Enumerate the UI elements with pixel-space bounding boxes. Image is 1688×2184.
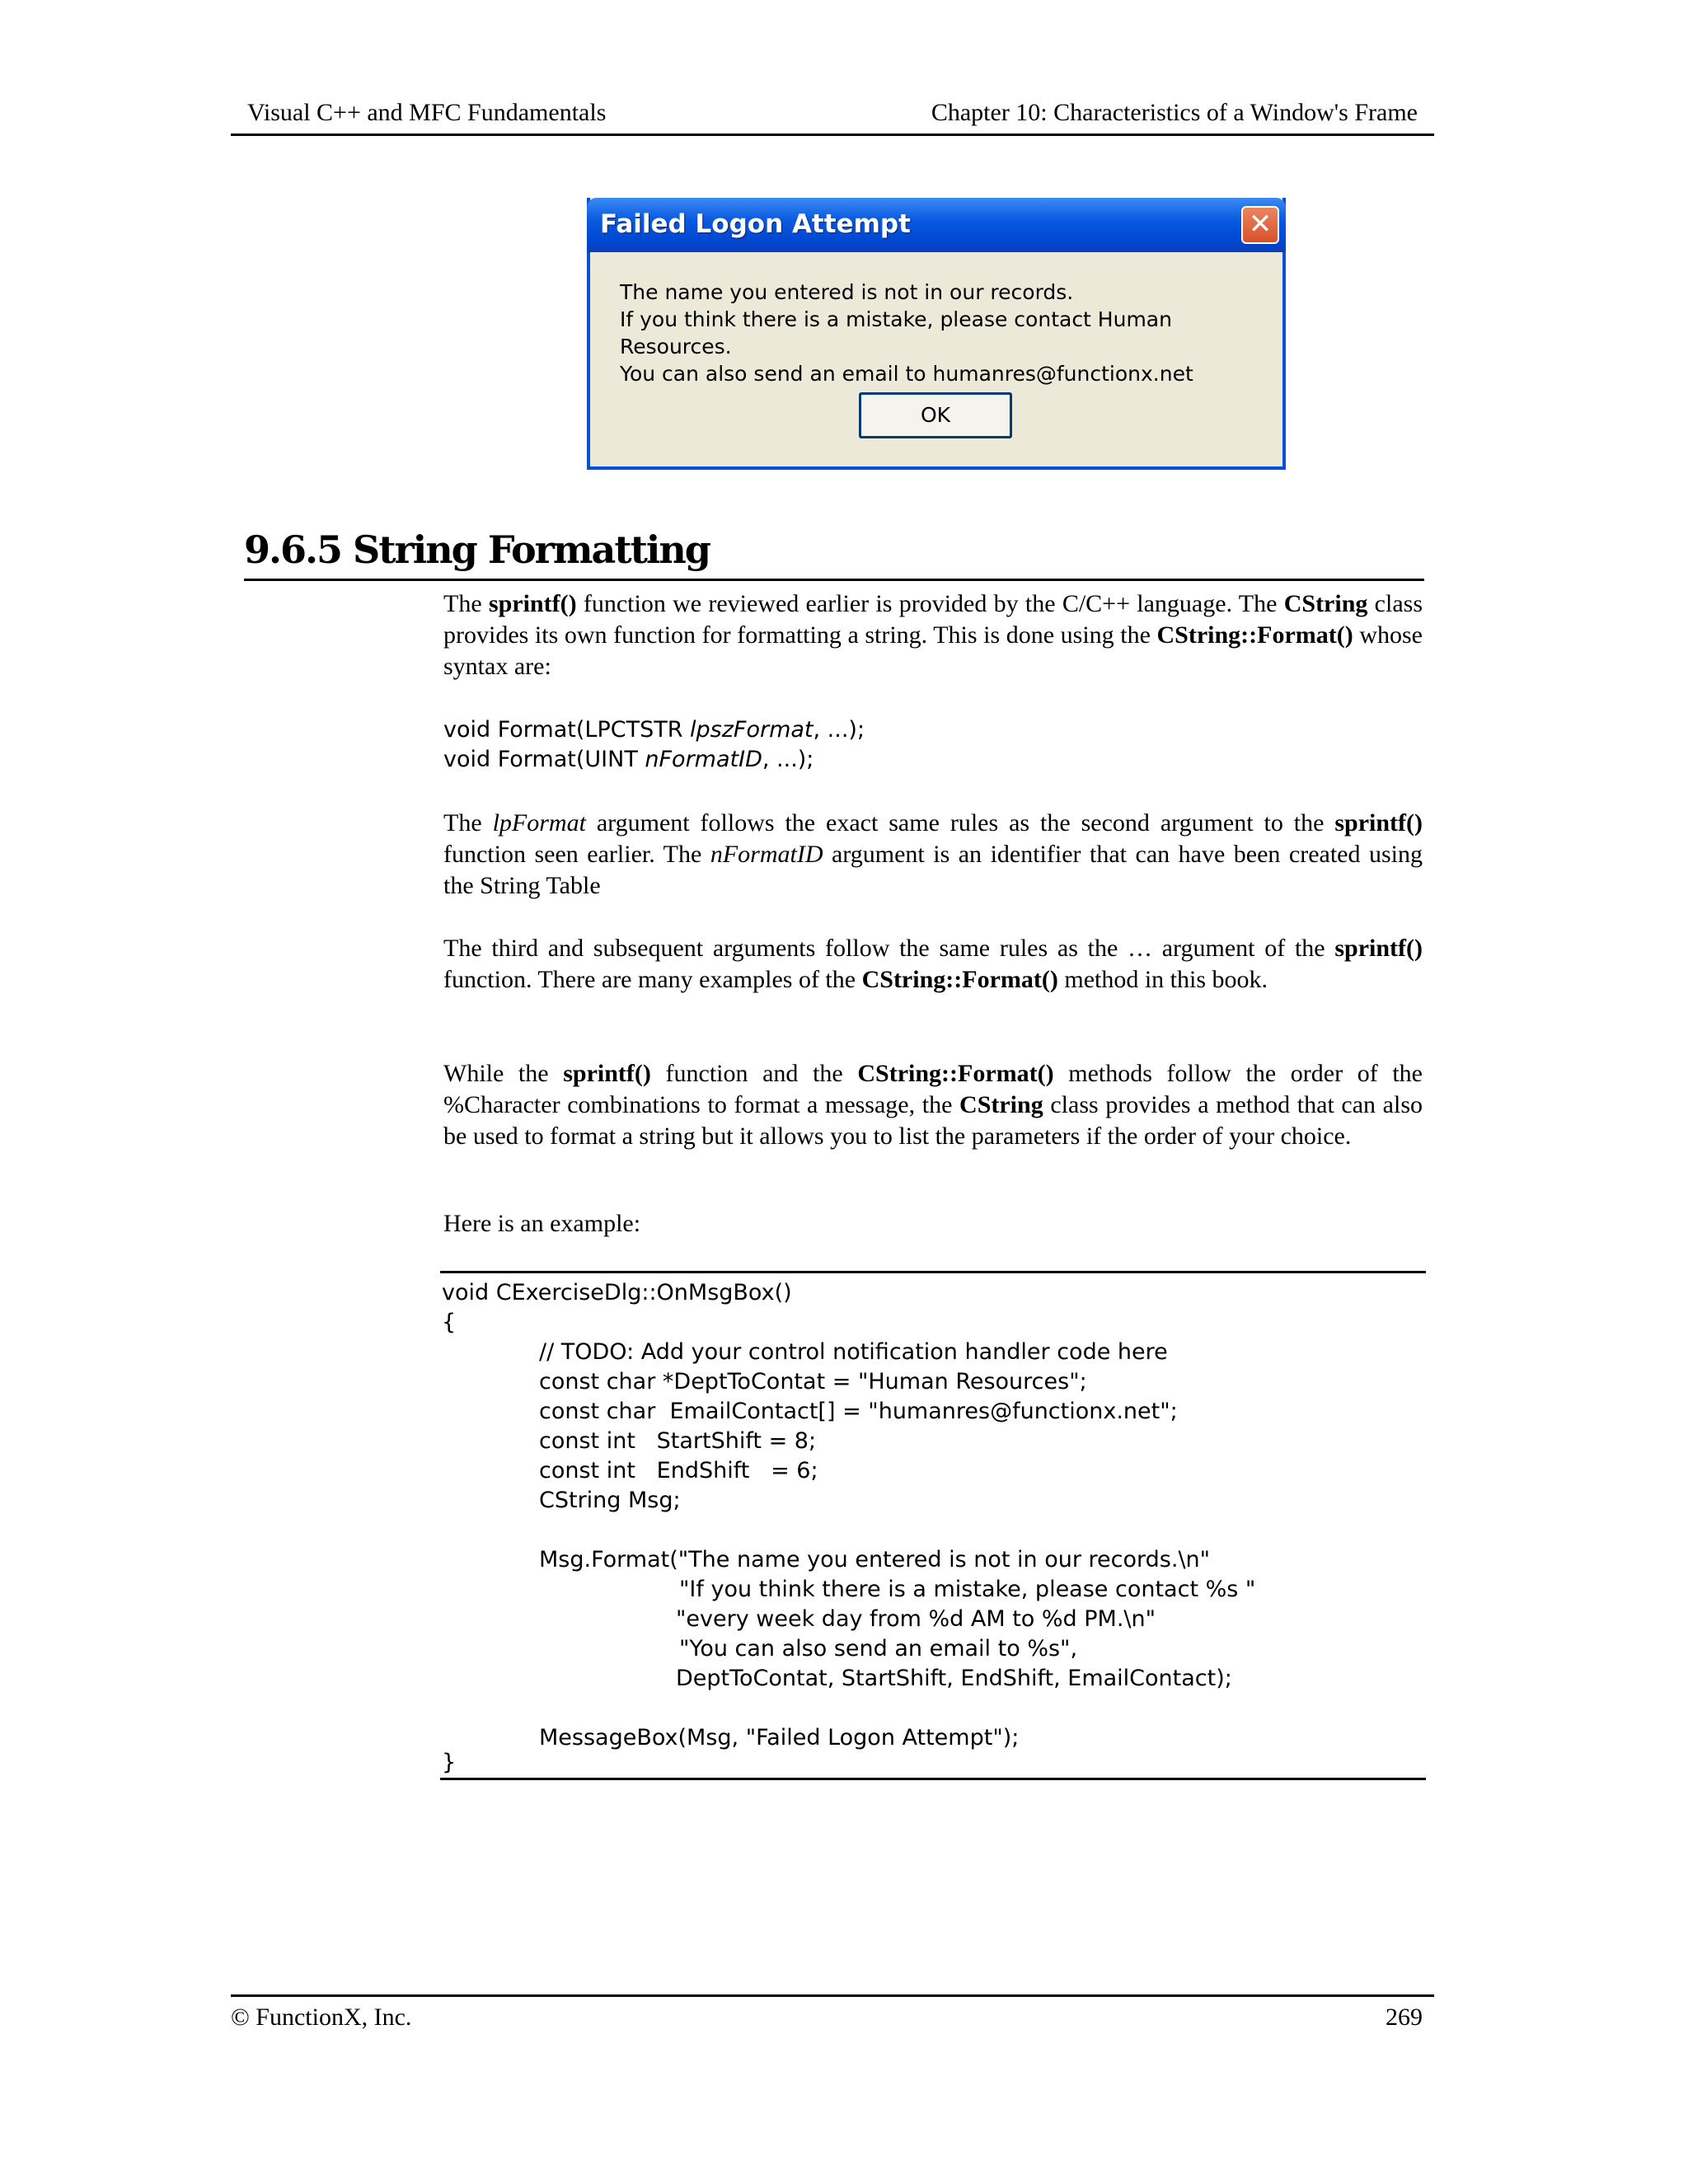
code-line: const int EndShift = 6; bbox=[539, 1458, 818, 1483]
code-line: const int StartShift = 8; bbox=[539, 1428, 817, 1454]
code-line: DeptToContat, StartShift, EndShift, EmailContact); bbox=[676, 1666, 1232, 1691]
text-run: function and the bbox=[650, 1060, 858, 1087]
text-run: , ...); bbox=[762, 747, 814, 772]
page-footer bbox=[231, 1994, 1434, 2031]
code-listing bbox=[440, 1271, 1426, 1780]
code-line: // TODO: Add your control notification handler code here bbox=[539, 1339, 1168, 1365]
dialog-message-line: If you think there is a mistake, please contact Human Resources. bbox=[620, 307, 1172, 359]
bold-run: sprintf() bbox=[488, 590, 577, 617]
bold-run: sprintf() bbox=[1334, 935, 1423, 962]
text-run: function seen earlier. The bbox=[443, 841, 710, 868]
text-run: method in this book. bbox=[1057, 966, 1268, 993]
dialog-message bbox=[620, 279, 1282, 387]
page-header bbox=[231, 97, 1434, 136]
syntax-line bbox=[443, 745, 1423, 775]
section-heading bbox=[244, 527, 1424, 581]
ok-button[interactable]: OK bbox=[859, 392, 1012, 438]
code-line: MessageBox(Msg, "Failed Logon Attempt"); bbox=[539, 1725, 1020, 1750]
text-run: class provides its own function for formatting a string. This is done using the bbox=[443, 590, 1423, 649]
dialog-title: Failed Logon Attempt bbox=[600, 209, 911, 239]
text-run: The third and subsequent arguments follow the same rules as the … argument of the bbox=[443, 935, 1335, 962]
bold-run: CString bbox=[1283, 590, 1368, 617]
italic-run: lpFormat bbox=[492, 809, 586, 837]
code-line: "If you think there is a mistake, please contact %s " bbox=[679, 1577, 1256, 1602]
paragraph-2 bbox=[443, 808, 1423, 902]
code-line: void CExerciseDlg::OnMsgBox() bbox=[442, 1280, 792, 1305]
code-line: CString Msg; bbox=[539, 1488, 681, 1513]
section-number: 9.6.5 bbox=[244, 527, 342, 572]
book-title: Visual C++ and MFC Fundamentals bbox=[247, 99, 607, 126]
bold-run: CString::Format() bbox=[857, 1060, 1054, 1087]
text-run: class provides a method that can also be used to format a string but it allows you to list the parameters if the order of your choice. bbox=[443, 1091, 1423, 1150]
close-icon[interactable]: ✕ bbox=[1241, 206, 1279, 244]
text-run: whose syntax are: bbox=[443, 621, 1423, 680]
paragraph-3 bbox=[443, 933, 1423, 996]
text-run: While the bbox=[443, 1060, 564, 1087]
italic-run: nFormatID bbox=[710, 841, 823, 868]
code-line: } bbox=[442, 1750, 457, 1775]
syntax-line bbox=[443, 715, 1423, 745]
text-run: The bbox=[443, 590, 489, 617]
code-line: const char *DeptToContat = "Human Resources"; bbox=[539, 1369, 1087, 1394]
dialog-message-line: You can also send an email to humanres@functionx.net bbox=[620, 362, 1193, 386]
text-run: function we reviewed earlier is provided by the C/C++ language. The bbox=[576, 590, 1284, 617]
bold-run: CString::Format() bbox=[1156, 621, 1353, 649]
bold-run: CString::Format() bbox=[861, 966, 1058, 993]
paragraph-5: Here is an example: bbox=[443, 1210, 641, 1237]
chapter-title: Chapter 10: Characteristics of a Window's Frame bbox=[931, 99, 1418, 126]
message-box-dialog bbox=[587, 198, 1286, 470]
page-number: 269 bbox=[1386, 2004, 1423, 2031]
paragraph-4 bbox=[443, 1058, 1423, 1152]
italic-run: lpszFormat bbox=[690, 717, 814, 743]
text-run: argument follows the exact same rules as the second argument to the bbox=[585, 809, 1335, 837]
bold-run: CString bbox=[959, 1091, 1043, 1118]
text-run: function. There are many examples of the bbox=[443, 966, 862, 993]
code-line: Msg.Format("The name you entered is not in our records.\n" bbox=[539, 1547, 1211, 1572]
text-run: methods follow the order of the %Character combinations to format a message, the bbox=[443, 1060, 1423, 1118]
section-title: String Formatting bbox=[353, 527, 710, 572]
dialog-titlebar bbox=[587, 198, 1286, 252]
text-run: void Format(LPCTSTR bbox=[443, 717, 691, 743]
code-line: "You can also send an email to %s", bbox=[679, 1636, 1078, 1661]
text-run: void Format(UINT bbox=[443, 747, 645, 772]
code-line: const char EmailContact[] = "humanres@functionx.net"; bbox=[539, 1399, 1178, 1424]
bold-run: sprintf() bbox=[563, 1060, 651, 1087]
code-line: "every week day from %d AM to %d PM.\n" bbox=[676, 1606, 1156, 1632]
bold-run: sprintf() bbox=[1334, 809, 1423, 837]
text-run: , ...); bbox=[813, 717, 865, 743]
paragraph-1 bbox=[443, 588, 1423, 682]
copyright: © FunctionX, Inc. bbox=[231, 2004, 412, 2031]
syntax-block bbox=[443, 715, 1423, 775]
dialog-message-line: The name you entered is not in our records. bbox=[620, 280, 1074, 304]
text-run: argument is an identifier that can have been created using the String Table bbox=[443, 841, 1423, 899]
italic-run: nFormatID bbox=[645, 747, 762, 772]
text-run: The bbox=[443, 809, 493, 837]
code-line: { bbox=[442, 1310, 457, 1335]
